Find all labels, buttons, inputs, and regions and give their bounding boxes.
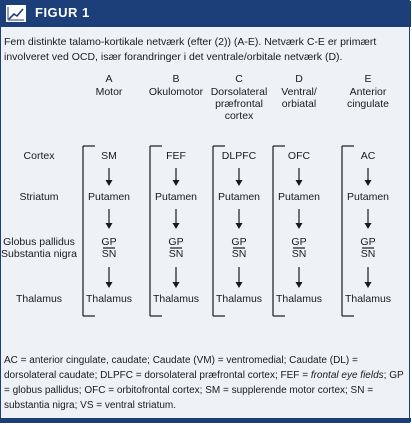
col-e-name-1: cingulate	[346, 98, 390, 110]
col-c-name-2: cortex	[224, 110, 254, 122]
row-label-thalamus: Thalamus	[15, 293, 63, 305]
col-e-name-0: Anterior	[349, 86, 387, 98]
col-a-gp: GP	[101, 236, 117, 248]
col-e-thalamus: Thalamus	[344, 293, 392, 305]
figure-title: FIGUR 1	[35, 5, 90, 20]
col-c-cortex: DLPFC	[221, 150, 257, 162]
col-d-gp: GP	[291, 236, 307, 248]
col-e-letter: E	[364, 73, 372, 85]
figure-intro: Fem distinkte talamo-kortikale netværk (efter (2)) (A-E). Netværk C-E er primært involveret ved OCD, især forandringer i det ventrale/orbitale netværk (D).	[4, 36, 377, 63]
row-label-cortex: Cortex	[23, 150, 55, 162]
col-c-arrow-1-head	[236, 180, 243, 186]
footnote-text-2: ; GP = globus pallidus; OFC = orbitofrontal cortex; SM = supplerende motor cortex; SN = substantia nigra; VS = ventral striatum.	[4, 370, 404, 411]
col-b-arrow-3-head	[173, 282, 180, 288]
col-a-thalamus: Thalamus	[85, 293, 133, 305]
col-a-striatum: Putamen	[87, 191, 131, 203]
col-d-thalamus: Thalamus	[275, 293, 323, 305]
col-a-sn: SN	[101, 248, 117, 260]
col-e-gp: GP	[360, 236, 376, 248]
bottom-bar	[1, 418, 411, 422]
col-a-arrow-2-head	[106, 223, 113, 229]
col-d-sn: SN	[291, 248, 307, 260]
col-b-arrow-2-head	[173, 223, 180, 229]
figure-header	[1, 1, 411, 27]
col-c-gp: GP	[231, 236, 247, 248]
row-label-striatum: Striatum	[19, 191, 59, 203]
col-c-name-1: præfrontal	[215, 98, 263, 110]
col-c-striatum: Putamen	[217, 191, 261, 203]
col-d-arrow-2-head	[296, 223, 303, 229]
col-a-arrow-3-head	[106, 282, 113, 288]
row-label-globus-pallidus: Globus pallidus	[3, 236, 75, 248]
col-d-arrow-1-head	[296, 180, 303, 186]
col-d-name-0: Ventral/	[281, 86, 317, 98]
col-d-arrow-3-head	[296, 282, 303, 288]
line-chart-icon	[6, 5, 26, 22]
col-b-thalamus: Thalamus	[152, 293, 200, 305]
col-a-letter: A	[105, 73, 113, 85]
col-b-striatum: Putamen	[154, 191, 198, 203]
col-e-arrow-3-head	[365, 282, 372, 288]
col-d-letter: D	[295, 73, 303, 85]
col-a-name-0: Motor	[95, 86, 123, 98]
col-c-letter: C	[235, 73, 243, 85]
col-c-arrow-3-head	[236, 282, 243, 288]
footnote-fef-italic: frontal eye fields	[310, 370, 384, 381]
col-e-striatum: Putamen	[346, 191, 390, 203]
col-c-name-0: Dorsolateral	[210, 86, 268, 98]
col-b-cortex: FEF	[166, 150, 186, 162]
footnote-text-1: AC = anterior cingulate, caudate; Caudate (VM) = ventromedial; Caudate (DL) = dorsolateral caudate; DLPFC = dorsolateral præfrontal cortex; FEF =	[4, 355, 358, 381]
row-label-substantia-nigra: Substantia nigra	[1, 248, 77, 260]
col-c-arrow-2-head	[236, 223, 243, 229]
col-c-thalamus: Thalamus	[215, 293, 263, 305]
col-e-sn: SN	[360, 248, 376, 260]
col-a-arrow-1-head	[106, 180, 113, 186]
col-d-cortex: OFC	[287, 150, 311, 162]
col-d-name-1: orbiatal	[281, 98, 317, 110]
col-d-striatum: Putamen	[277, 191, 321, 203]
network-diagram	[1, 73, 411, 349]
col-a-cortex: SM	[101, 150, 117, 162]
figure-footnote	[4, 353, 408, 413]
col-b-letter: B	[172, 73, 180, 85]
col-b-name-0: Okulomotor	[148, 86, 204, 98]
col-b-arrow-1-head	[173, 180, 180, 186]
col-b-gp: GP	[168, 236, 184, 248]
col-c-sn: SN	[231, 248, 247, 260]
col-e-arrow-1-head	[365, 180, 372, 186]
col-b-sn: SN	[168, 248, 184, 260]
col-e-arrow-2-head	[365, 223, 372, 229]
col-e-cortex: AC	[360, 150, 376, 162]
